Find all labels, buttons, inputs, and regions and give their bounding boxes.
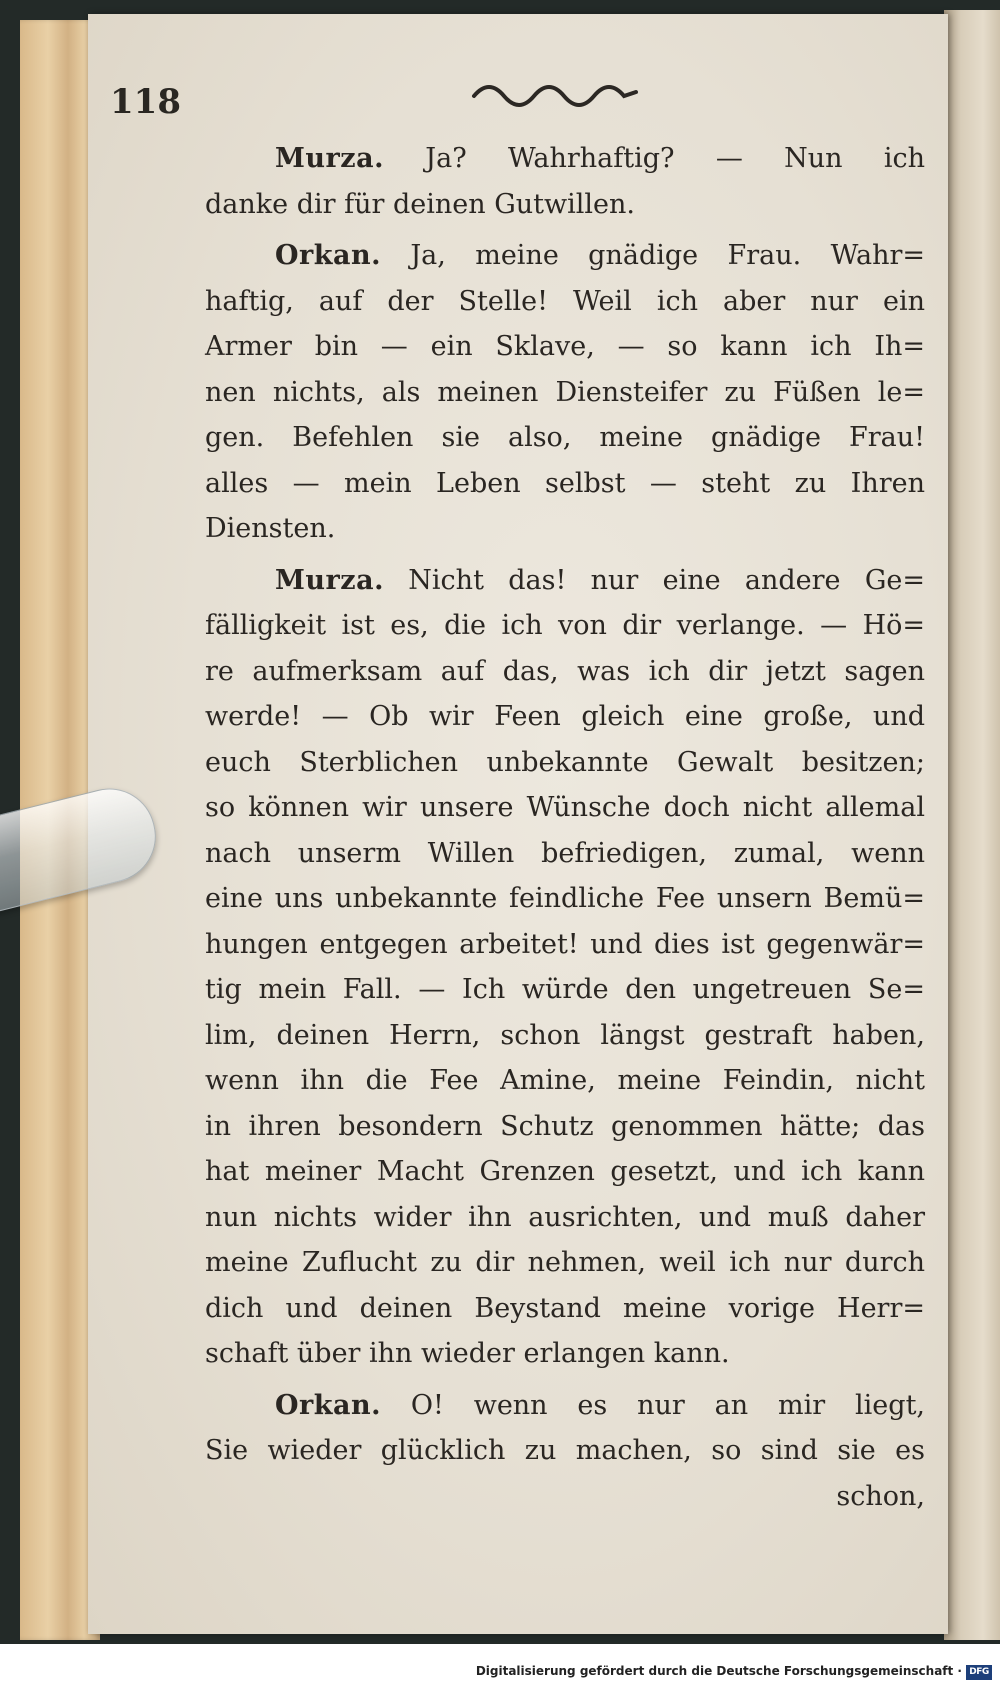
text-line: nun nichts wider ihn ausrichten, und muß daher [205, 1201, 925, 1233]
text-line: hungen entgegen arbeitet! und dies ist gegenwär= [205, 928, 925, 960]
text-line: haftig, auf der Stelle! Weil ich aber nur ein [205, 285, 925, 317]
text-line: wenn ihn die Fee Amine, meine Feindin, nicht [205, 1065, 925, 1096]
dialogue-paragraph [205, 136, 925, 227]
text-line: Diensten. [205, 513, 336, 544]
text-line: Orkan. O! wenn es nur an mir liegt, [275, 1389, 925, 1421]
text-line: Orkan. Ja, meine gnädige Frau. Wahr= [275, 240, 925, 271]
wave-ornament-icon [470, 78, 640, 112]
text-line: gen. Befehlen sie also, meine gnädige Frau! [205, 422, 925, 453]
dialogue-paragraph [205, 558, 925, 1377]
page-number: 118 [110, 82, 181, 122]
text-line: in ihren besondern Schutz genommen hätte; das [205, 1110, 925, 1142]
text-line: euch Sterblichen unbekannte Gewalt besitzen; [205, 746, 925, 778]
speaker-name: Orkan. [275, 240, 381, 271]
text-line: schaft über ihn wieder erlangen kann. [205, 1338, 730, 1369]
text-line: danke dir für deinen Gutwillen. [205, 188, 635, 220]
page-text [205, 136, 925, 1525]
text-line: dich und deinen Beystand meine vorige Herr= [205, 1292, 925, 1324]
text-line: Armer bin — ein Sklave, — so kann ich Ih= [205, 331, 925, 362]
funding-credit: Digitalisierung gefördert durch die Deutsche Forschungsgemeinschaft · [475, 1664, 962, 1678]
dialogue-paragraph [205, 1383, 925, 1520]
text-line: eine uns unbekannte feindliche Fee unsern Bemü= [205, 883, 925, 914]
text-line: Murza. Ja? Wahrhaftig? — Nun ich [275, 143, 925, 174]
dialogue-paragraph [205, 233, 925, 552]
text-line: Sie wieder glücklich zu machen, so sind sie es [205, 1435, 925, 1466]
text-line: meine Zuflucht zu dir nehmen, weil ich nur durch [205, 1247, 925, 1278]
speaker-name: Murza. [275, 564, 384, 596]
text-line: Murza. Nicht das! nur eine andere Ge= [275, 564, 925, 596]
text-line: alles — mein Leben selbst — steht zu Ihren [205, 467, 925, 499]
speaker-name: Murza. [275, 143, 384, 174]
text-line: tig mein Fall. — Ich würde den ungetreuen Se= [205, 974, 925, 1005]
attribution-bar [0, 1644, 1000, 1690]
text-line: fälligkeit ist es, die ich von dir verlange. — Hö= [205, 610, 925, 641]
dfg-logo-icon: DFG [966, 1665, 992, 1680]
speaker-name: Orkan. [275, 1389, 381, 1421]
text-line: werde! — Ob wir Feen gleich eine große, und [205, 701, 925, 732]
catchword: schon, [836, 1480, 925, 1512]
next-page-edge [944, 10, 1000, 1640]
text-line: so können wir unsere Wünsche doch nicht allemal [205, 792, 925, 823]
text-line: nen nichts, als meinen Diensteifer zu Füßen le= [205, 376, 925, 408]
text-line: nach unserm Willen befriedigen, zumal, wenn [205, 837, 925, 869]
text-line: lim, deinen Herrn, schon längst gestraft haben, [205, 1019, 925, 1051]
text-line: hat meiner Macht Grenzen gesetzt, und ich kann [205, 1156, 925, 1187]
text-line: re aufmerksam auf das, was ich dir jetzt sagen [205, 655, 925, 687]
